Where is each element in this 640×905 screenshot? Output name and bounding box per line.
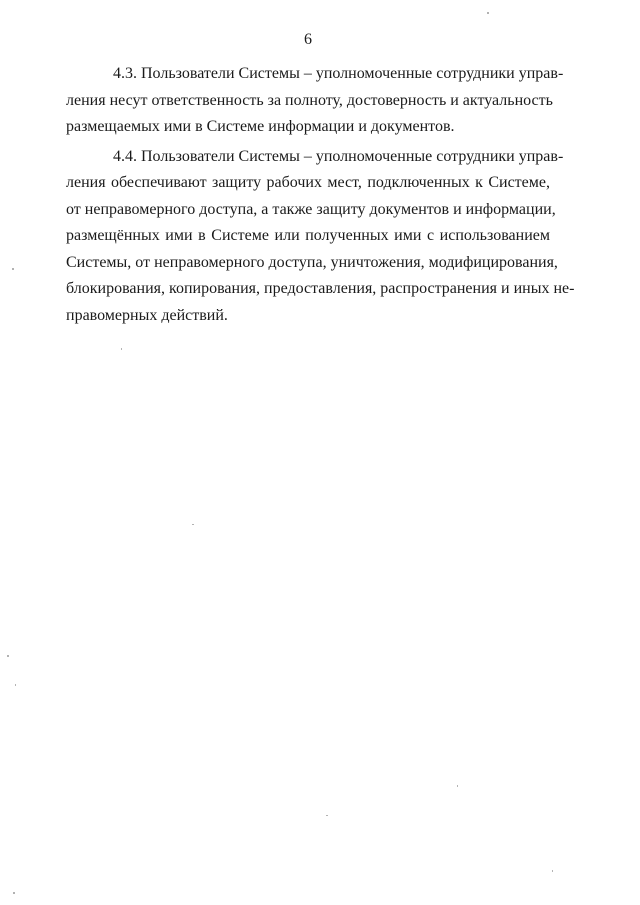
scan-speck	[12, 268, 14, 270]
scan-speck	[326, 815, 328, 816]
scan-speck	[7, 655, 9, 657]
text-line: размещаемых ими в Системе информации и документов.	[66, 118, 455, 135]
scan-speck	[121, 348, 122, 350]
document-body	[66, 61, 575, 332]
scan-speck	[487, 12, 489, 14]
text-line: от неправомерного доступа, а также защиту документов и информации,	[66, 200, 556, 218]
scan-speck	[457, 785, 458, 787]
text-line: ления обеспечивают защиту рабочих мест, подключенных к Системе,	[66, 174, 550, 191]
text-line: Системы, от неправомерного доступа, уничтожения, модифицирования,	[66, 253, 558, 271]
scan-speck	[192, 524, 194, 525]
scan-speck	[13, 892, 15, 894]
text-line: размещённых ими в Системе или полученных ими с использованием	[66, 227, 550, 244]
scan-speck	[552, 870, 553, 872]
text-line: ления несут ответственность за полноту, достоверность и актуальность	[66, 91, 553, 109]
text-line: правомерных действий.	[66, 306, 228, 324]
text-line: 4.4. Пользователи Системы – уполномоченные сотрудники управ-	[113, 147, 564, 165]
text-line: 4.3. Пользователи Системы – уполномоченные сотрудники управ-	[113, 65, 564, 82]
text-line: блокирования, копирования, предоставления, распространения и иных не-	[66, 280, 575, 297]
scan-speck	[15, 684, 16, 686]
paragraph-4-3	[66, 61, 564, 141]
paragraph-4-4	[66, 144, 575, 330]
page-number: 6	[304, 31, 312, 48]
